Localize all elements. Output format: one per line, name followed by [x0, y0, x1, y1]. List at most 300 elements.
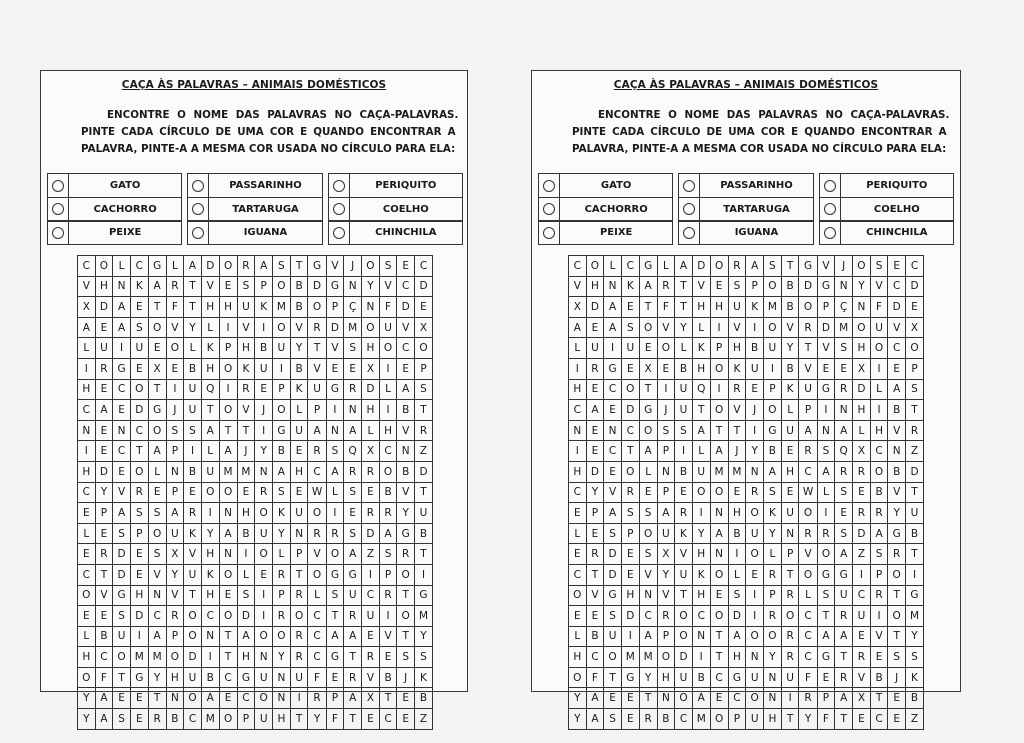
grid-cell: U: [746, 667, 764, 688]
grid-cell: G: [344, 564, 362, 585]
grid-cell: U: [799, 379, 817, 400]
grid-cell: I: [710, 379, 728, 400]
grid-cell: R: [379, 585, 397, 606]
grid-cell: C: [604, 441, 622, 462]
grid-cell: V: [870, 276, 888, 297]
grid-cell: W: [799, 482, 817, 503]
grid-cell: Y: [675, 317, 693, 338]
grid-cell: P: [763, 379, 781, 400]
grid-cell: E: [710, 276, 728, 297]
grid-cell: S: [905, 647, 923, 668]
grid-cell: G: [414, 585, 432, 606]
grid-cell: U: [184, 667, 202, 688]
grid-cell: G: [326, 379, 344, 400]
grid-cell: P: [817, 297, 835, 318]
grid-cell: R: [675, 503, 693, 524]
grid-cell: A: [184, 256, 202, 277]
grid-cell: R: [781, 585, 799, 606]
grid-cell: E: [78, 606, 96, 627]
grid-cell: J: [657, 400, 675, 421]
grid-cell: P: [237, 709, 255, 730]
grid-cell: V: [201, 276, 219, 297]
grid-cell: A: [344, 420, 362, 441]
grid-cell: M: [237, 461, 255, 482]
grid-row: [569, 256, 924, 277]
animal-column: [819, 173, 954, 248]
color-circle-box: [539, 198, 560, 221]
grid-cell: O: [853, 317, 871, 338]
grid-cell: U: [290, 503, 308, 524]
grid-cell: O: [78, 585, 96, 606]
grid-cell: F: [95, 667, 113, 688]
grid-cell: R: [414, 420, 432, 441]
grid-cell: O: [130, 379, 148, 400]
grid-cell: V: [781, 317, 799, 338]
grid-cell: L: [692, 317, 710, 338]
grid-cell: E: [219, 585, 237, 606]
grid-cell: E: [113, 400, 131, 421]
grid-cell: L: [569, 626, 587, 647]
grid-cell: S: [604, 606, 622, 627]
grid-cell: J: [397, 667, 415, 688]
animal-item: [47, 220, 182, 245]
grid-cell: O: [586, 256, 604, 277]
grid-cell: E: [905, 297, 923, 318]
grid-cell: O: [710, 256, 728, 277]
grid-cell: I: [746, 420, 764, 441]
grid-cell: U: [237, 297, 255, 318]
grid-cell: I: [710, 317, 728, 338]
grid-row: [78, 647, 433, 668]
grid-cell: S: [888, 647, 906, 668]
grid-cell: R: [166, 606, 184, 627]
circle-icon: [192, 227, 204, 239]
grid-cell: B: [746, 338, 764, 359]
grid-cell: E: [639, 482, 657, 503]
grid-cell: P: [414, 358, 432, 379]
grid-cell: N: [746, 647, 764, 668]
grid-cell: H: [237, 503, 255, 524]
grid-cell: U: [621, 338, 639, 359]
grid-cell: I: [746, 606, 764, 627]
grid-cell: E: [130, 564, 148, 585]
grid-cell: O: [308, 503, 326, 524]
grid-cell: I: [201, 647, 219, 668]
grid-cell: T: [237, 420, 255, 441]
grid-cell: N: [657, 688, 675, 709]
grid-cell: E: [586, 420, 604, 441]
circle-icon: [683, 203, 695, 215]
grid-cell: O: [184, 606, 202, 627]
worksheet-left: [40, 70, 468, 725]
grid-cell: E: [95, 420, 113, 441]
grid-cell: R: [817, 523, 835, 544]
color-circle-box: [820, 221, 841, 244]
grid-cell: U: [781, 503, 799, 524]
grid-cell: I: [130, 626, 148, 647]
grid-cell: A: [166, 503, 184, 524]
grid-cell: M: [835, 317, 853, 338]
grid-cell: H: [569, 379, 587, 400]
grid-cell: G: [604, 358, 622, 379]
grid-cell: M: [201, 709, 219, 730]
grid-cell: E: [255, 379, 273, 400]
grid-row: [569, 482, 924, 503]
grid-cell: C: [308, 647, 326, 668]
grid-cell: A: [835, 544, 853, 565]
grid-cell: O: [657, 338, 675, 359]
grid-cell: B: [888, 461, 906, 482]
grid-cell: I: [569, 358, 587, 379]
grid-cell: R: [586, 544, 604, 565]
animal-name: PASSARINHO: [229, 180, 302, 191]
grid-cell: E: [621, 544, 639, 565]
animal-name: CHINCHILA: [375, 227, 437, 238]
grid-cell: R: [166, 276, 184, 297]
grid-cell: I: [604, 338, 622, 359]
grid-row: [78, 297, 433, 318]
grid-cell: V: [817, 256, 835, 277]
grid-cell: N: [362, 297, 380, 318]
grid-cell: B: [781, 358, 799, 379]
grid-cell: B: [692, 667, 710, 688]
grid-cell: C: [692, 606, 710, 627]
grid-cell: A: [95, 400, 113, 421]
grid-cell: N: [604, 420, 622, 441]
grid-cell: E: [835, 358, 853, 379]
grid-cell: A: [397, 379, 415, 400]
grid-cell: L: [692, 441, 710, 462]
grid-cell: O: [148, 317, 166, 338]
grid-row: [78, 317, 433, 338]
grid-cell: Z: [414, 709, 432, 730]
grid-cell: A: [817, 461, 835, 482]
grid-cell: L: [290, 400, 308, 421]
grid-cell: E: [604, 400, 622, 421]
grid-cell: U: [853, 606, 871, 627]
grid-cell: S: [272, 256, 290, 277]
grid-cell: L: [379, 379, 397, 400]
grid-cell: A: [639, 441, 657, 462]
grid-cell: H: [870, 420, 888, 441]
grid-cell: M: [763, 297, 781, 318]
grid-cell: E: [397, 688, 415, 709]
grid-cell: B: [379, 667, 397, 688]
grid-cell: P: [95, 503, 113, 524]
grid-cell: H: [728, 503, 746, 524]
grid-cell: P: [166, 441, 184, 462]
grid-cell: D: [184, 647, 202, 668]
grid-cell: I: [379, 400, 397, 421]
grid-cell: Y: [78, 709, 96, 730]
animal-name: CACHORRO: [93, 203, 157, 215]
grid-cell: O: [272, 317, 290, 338]
grid-cell: O: [397, 564, 415, 585]
grid-cell: I: [870, 400, 888, 421]
grid-cell: O: [219, 606, 237, 627]
grid-cell: P: [586, 503, 604, 524]
grid-cell: Z: [905, 709, 923, 730]
grid-cell: I: [255, 585, 273, 606]
grid-cell: D: [95, 461, 113, 482]
grid-cell: T: [344, 647, 362, 668]
grid-cell: R: [148, 709, 166, 730]
animal-item: [328, 173, 463, 198]
grid-cell: W: [308, 482, 326, 503]
grid-cell: O: [95, 256, 113, 277]
grid-cell: L: [272, 544, 290, 565]
grid-cell: M: [344, 317, 362, 338]
grid-cell: U: [184, 379, 202, 400]
grid-cell: E: [835, 503, 853, 524]
grid-cell: A: [255, 256, 273, 277]
grid-cell: O: [569, 585, 587, 606]
grid-cell: T: [586, 564, 604, 585]
grid-cell: R: [308, 317, 326, 338]
grid-cell: S: [728, 276, 746, 297]
grid-cell: I: [78, 358, 96, 379]
grid-cell: P: [621, 523, 639, 544]
grid-cell: U: [746, 523, 764, 544]
grid-cell: E: [621, 358, 639, 379]
grid-cell: A: [710, 523, 728, 544]
grid-cell: G: [397, 523, 415, 544]
grid-cell: H: [78, 647, 96, 668]
grid-cell: O: [362, 317, 380, 338]
grid-row: [569, 709, 924, 730]
grid-cell: O: [272, 400, 290, 421]
grid-cell: V: [657, 585, 675, 606]
grid-cell: J: [255, 400, 273, 421]
grid-cell: E: [219, 276, 237, 297]
grid-cell: D: [113, 544, 131, 565]
grid-cell: M: [710, 461, 728, 482]
grid-cell: E: [888, 709, 906, 730]
grid-cell: S: [870, 256, 888, 277]
grid-cell: I: [237, 544, 255, 565]
grid-cell: G: [326, 276, 344, 297]
grid-cell: C: [184, 709, 202, 730]
grid-cell: P: [272, 379, 290, 400]
grid-cell: T: [184, 297, 202, 318]
grid-cell: U: [255, 667, 273, 688]
grid-cell: D: [817, 317, 835, 338]
grid-cell: T: [308, 338, 326, 359]
grid-cell: S: [379, 256, 397, 277]
grid-cell: B: [870, 667, 888, 688]
grid-cell: D: [905, 276, 923, 297]
grid-cell: C: [675, 709, 693, 730]
grid-cell: G: [639, 400, 657, 421]
animal-item: [47, 197, 182, 222]
grid-cell: N: [255, 461, 273, 482]
grid-cell: T: [781, 564, 799, 585]
grid-cell: H: [237, 338, 255, 359]
grid-cell: A: [835, 626, 853, 647]
grid-cell: O: [219, 256, 237, 277]
grid-cell: Y: [763, 647, 781, 668]
grid-cell: T: [675, 585, 693, 606]
grid-cell: R: [237, 256, 255, 277]
grid-cell: E: [569, 606, 587, 627]
instruction-line: PALAVRA, PINTE-A A MESMA COR USADA NO CÍRCULO PARA ELA:: [572, 143, 947, 155]
grid-cell: T: [397, 626, 415, 647]
animal-item: [819, 197, 954, 222]
grid-cell: D: [326, 317, 344, 338]
grid-cell: N: [397, 441, 415, 462]
grid-cell: A: [148, 626, 166, 647]
grid-cell: P: [657, 626, 675, 647]
grid-cell: R: [657, 276, 675, 297]
circle-icon: [683, 180, 695, 192]
grid-cell: N: [113, 420, 131, 441]
animal-list: [47, 173, 463, 248]
grid-cell: E: [586, 441, 604, 462]
color-circle-box: [188, 198, 209, 221]
grid-cell: T: [639, 688, 657, 709]
grid-cell: E: [113, 461, 131, 482]
grid-cell: J: [746, 400, 764, 421]
grid-cell: C: [621, 256, 639, 277]
grid-cell: X: [166, 544, 184, 565]
grid-cell: D: [237, 606, 255, 627]
grid-cell: N: [888, 441, 906, 462]
grid-cell: K: [290, 379, 308, 400]
grid-cell: V: [639, 564, 657, 585]
animal-item: [538, 197, 673, 222]
grid-cell: G: [817, 276, 835, 297]
grid-cell: A: [219, 523, 237, 544]
grid-cell: V: [379, 626, 397, 647]
grid-cell: X: [853, 358, 871, 379]
grid-cell: X: [853, 688, 871, 709]
grid-cell: H: [728, 338, 746, 359]
grid-cell: R: [255, 482, 273, 503]
grid-cell: K: [272, 503, 290, 524]
grid-cell: L: [148, 461, 166, 482]
grid-cell: O: [675, 626, 693, 647]
instruction-line: PALAVRA, PINTE-A A MESMA COR USADA NO CÍRCULO PARA ELA:: [81, 143, 456, 155]
grid-cell: B: [870, 482, 888, 503]
grid-cell: B: [675, 461, 693, 482]
grid-row: [569, 400, 924, 421]
grid-cell: O: [379, 338, 397, 359]
grid-cell: R: [586, 358, 604, 379]
grid-cell: T: [675, 276, 693, 297]
grid-cell: K: [746, 297, 764, 318]
grid-cell: D: [692, 256, 710, 277]
grid-cell: S: [113, 606, 131, 627]
grid-cell: A: [308, 420, 326, 441]
grid-cell: T: [344, 709, 362, 730]
grid-cell: U: [746, 709, 764, 730]
grid-cell: C: [905, 256, 923, 277]
grid-row: [78, 606, 433, 627]
grid-cell: T: [710, 420, 728, 441]
grid-cell: Y: [569, 709, 587, 730]
grid-row: [569, 503, 924, 524]
grid-cell: Z: [414, 441, 432, 462]
grid-cell: P: [326, 688, 344, 709]
grid-cell: N: [326, 420, 344, 441]
grid-cell: R: [362, 503, 380, 524]
grid-cell: N: [344, 276, 362, 297]
grid-cell: T: [414, 400, 432, 421]
grid-cell: E: [362, 709, 380, 730]
circle-icon: [824, 180, 836, 192]
animal-name: IGUANA: [734, 227, 779, 238]
grid-cell: P: [799, 400, 817, 421]
grid-cell: T: [799, 338, 817, 359]
grid-cell: P: [870, 564, 888, 585]
grid-cell: H: [362, 400, 380, 421]
grid-cell: C: [569, 564, 587, 585]
grid-cell: H: [95, 276, 113, 297]
grid-cell: I: [326, 400, 344, 421]
color-circle-box: [679, 198, 700, 221]
grid-cell: R: [799, 441, 817, 462]
grid-cell: O: [639, 523, 657, 544]
grid-cell: P: [166, 482, 184, 503]
grid-cell: I: [569, 441, 587, 462]
color-circle-box: [329, 174, 350, 197]
grid-cell: F: [379, 297, 397, 318]
grid-cell: I: [746, 585, 764, 606]
grid-cell: O: [255, 544, 273, 565]
grid-row: [78, 420, 433, 441]
color-circle-box: [820, 174, 841, 197]
grid-cell: B: [781, 276, 799, 297]
grid-cell: E: [710, 688, 728, 709]
grid-cell: F: [308, 667, 326, 688]
grid-cell: D: [604, 544, 622, 565]
grid-cell: N: [853, 297, 871, 318]
grid-cell: C: [888, 276, 906, 297]
grid-cell: T: [414, 544, 432, 565]
instruction-line: PINTE CADA CÍRCULO DE UMA COR E QUANDO ENCONTRAR A: [572, 126, 947, 138]
grid-cell: U: [290, 667, 308, 688]
grid-cell: N: [569, 420, 587, 441]
grid-cell: U: [763, 338, 781, 359]
grid-cell: G: [888, 523, 906, 544]
circle-icon: [333, 203, 345, 215]
grid-cell: A: [746, 256, 764, 277]
grid-cell: V: [728, 400, 746, 421]
grid-cell: X: [639, 358, 657, 379]
grid-cell: O: [255, 688, 273, 709]
grid-cell: O: [692, 482, 710, 503]
grid-cell: H: [710, 297, 728, 318]
grid-cell: L: [604, 256, 622, 277]
grid-cell: C: [604, 379, 622, 400]
grid-cell: I: [78, 441, 96, 462]
grid-cell: T: [905, 400, 923, 421]
animal-column: [328, 173, 463, 248]
circle-icon: [52, 227, 64, 239]
grid-cell: Q: [201, 379, 219, 400]
grid-cell: R: [272, 606, 290, 627]
grid-cell: U: [95, 338, 113, 359]
grid-cell: C: [799, 647, 817, 668]
grid-cell: D: [130, 400, 148, 421]
grid-cell: I: [692, 647, 710, 668]
grid-row: [78, 503, 433, 524]
grid-cell: O: [905, 338, 923, 359]
grid-cell: I: [379, 358, 397, 379]
grid-cell: H: [130, 585, 148, 606]
grid-cell: N: [344, 400, 362, 421]
grid-cell: I: [657, 379, 675, 400]
